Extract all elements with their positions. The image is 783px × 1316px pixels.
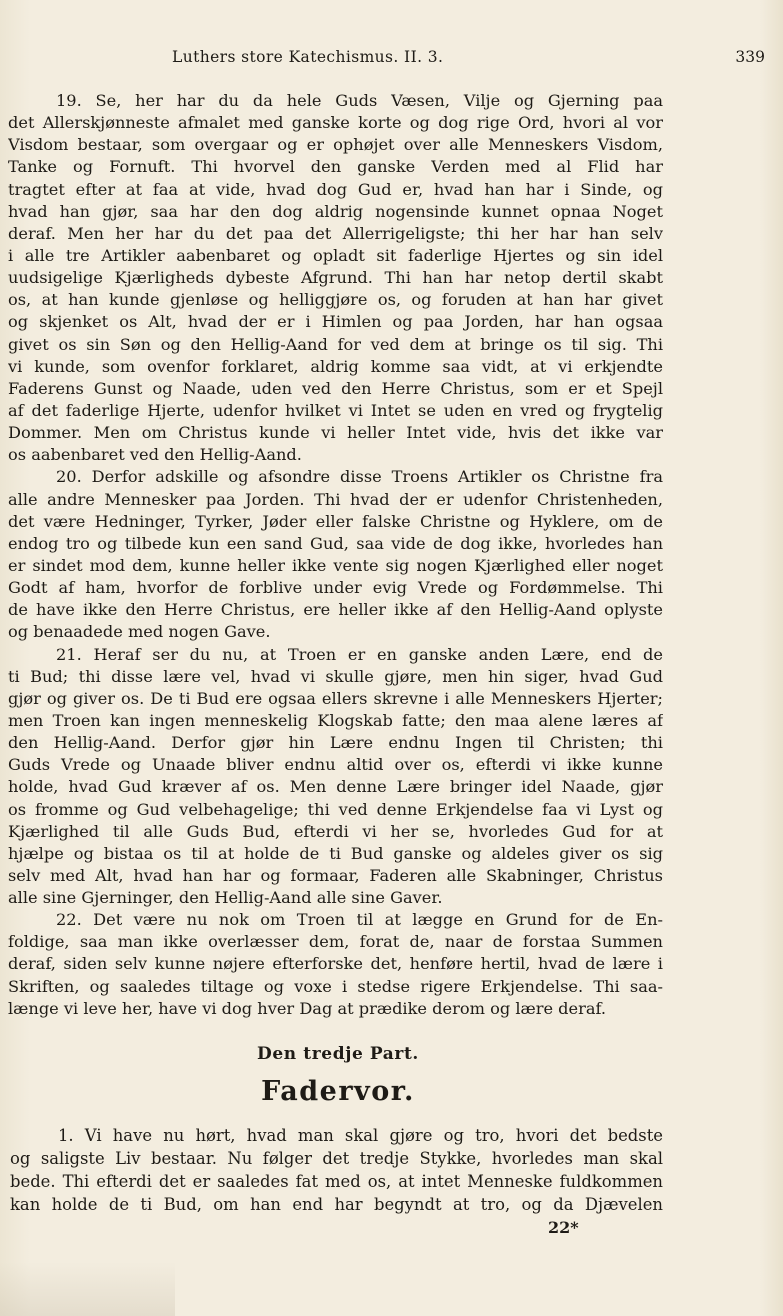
text-line: 21. Heraf ser du nu, at Troen er en ganske anden Lære, end de <box>56 644 663 664</box>
text-line: hjælpe og bistaa os til at holde de ti Bud ganske og aldeles giver os sig <box>8 843 663 863</box>
body-text-part-two <box>8 90 663 1020</box>
text-line: hvad han gjør, saa har den dog aldrig nogensinde kunnet opnaa Noget <box>8 201 663 221</box>
page-number: 339 <box>735 48 765 66</box>
text-line: Faderens Gunst og Naade, uden ved den Herre Christus, som er et Spejl <box>8 378 663 398</box>
text-line: er sindet mod dem, kunne heller ikke vente sig nogen Kjærlighed eller noget <box>8 555 663 575</box>
text-line: Visdom bestaar, som overgaar og er ophøjet over alle Menneskers Visdom, <box>8 135 663 155</box>
text-line: deraf. Men her har du det paa det Allerrigeligste; thi her har han selv <box>8 223 663 243</box>
text-line: de have ikke den Herre Christus, ere heller ikke af den Hellig-Aand oplyste <box>8 600 663 620</box>
text-line: Kjærlighed til alle Guds Bud, efterdi vi her se, hvorledes Gud for at <box>8 821 663 841</box>
text-line: den Hellig-Aand. Derfor gjør hin Lære endnu Ingen til Christen; thi <box>8 733 663 753</box>
text-line: Tanke og Fornuft. Thi hvorvel den ganske Verden med al Flid har <box>8 157 663 177</box>
text-line: Skriften, og saaledes tiltage og voxe i stedse rigere Erkjendelse. Thi saa- <box>8 976 663 996</box>
page-shadow <box>0 1262 175 1316</box>
text-line: endog tro og tilbede kun een sand Gud, saa vide de dog ikke, hvorledes han <box>8 533 663 553</box>
running-title: Luthers store Katechismus. II. 3. <box>172 48 444 66</box>
text-line: uudsigelige Kjærligheds dybeste Afgrund. Thi han har netop dertil skabt <box>8 268 663 288</box>
text-line: Godt af ham, hvorfor de forblive under evig Vrede og Fordømmelse. Thi <box>8 578 663 598</box>
text-line: holde, hvad Gud kræver af os. Men denne Lære bringer idel Naade, gjør <box>8 777 663 797</box>
text-line: Guds Vrede og Unaade bliver endnu altid over os, efterdi vi ikke kunne <box>8 755 663 775</box>
text-line: tragtet efter at faa at vide, hvad dog Gud er, hvad han har i Sinde, og <box>8 179 663 199</box>
text-line: længe vi leve her, have vi dog hver Dag at prædike derom og lære deraf. <box>8 998 607 1018</box>
text-line: Dommer. Men om Christus kunde vi heller Intet vide, hvis det ikke var <box>8 423 663 443</box>
text-line: og skjenket os Alt, hvad der er i Himlen og paa Jorden, har han ogsaa <box>8 312 663 332</box>
text-line: 1. Vi have nu hørt, hvad man skal gjøre og tro, hvori det bedste <box>58 1126 663 1145</box>
section-title: Fadervor. <box>261 1076 415 1107</box>
text-line: alle andre Mennesker paa Jorden. Thi hvad der er udenfor Christenheden, <box>8 489 663 509</box>
text-line: det være Hedninger, Tyrker, Jøder eller falske Christne og Hyklere, om de <box>8 511 663 531</box>
text-line: gjør og giver os. De ti Bud ere ogsaa ellers skrevne i alle Menneskers Hjerter; <box>8 688 663 708</box>
text-line: 20. Derfor adskille og afsondre disse Troens Artikler os Christne fra <box>56 467 663 487</box>
text-line: alle sine Gjerninger, den Hellig-Aand alle sine Gaver. <box>8 888 443 908</box>
text-line: foldige, saa man ikke overlæsser dem, forat de, naar de forstaa Summen <box>8 932 663 952</box>
text-line: af det faderlige Hjerte, udenfor hvilket vi Intet se uden en vred og frygtelig <box>8 400 663 420</box>
text-line: det Allerskjønneste afmalet med ganske korte og dog rige Ord, hvori al vor <box>8 113 663 133</box>
text-line: selv med Alt, hvad han har og formaar, Faderen alle Skabninger, Christus <box>8 865 663 885</box>
text-line: men Troen kan ingen menneskelig Klogskab fatte; den maa alene læres af <box>8 710 663 730</box>
text-line: og saligste Liv bestaar. Nu følger det tredje Stykke, hvorledes man skal <box>10 1149 663 1168</box>
text-line: givet os sin Søn og den Hellig-Aand for ved dem at bringe os til sig. Thi <box>8 334 663 354</box>
text-line: os aabenbaret ved den Hellig-Aand. <box>8 445 302 465</box>
text-line: i alle tre Artikler aabenbaret og opladt sit faderlige Hjertes og sin idel <box>8 245 663 265</box>
text-line: kan holde de ti Bud, om han end har begyndt at tro, og da Djævelen <box>10 1195 663 1214</box>
section-subtitle: Den tredje Part. <box>257 1044 419 1064</box>
text-line: 19. Se, her har du da hele Guds Væsen, Vilje og Gjerning paa <box>56 91 663 110</box>
text-line: ti Bud; thi disse lære vel, hvad vi skulle gjøre, men hin siger, hvad Gud <box>8 666 663 686</box>
page-header <box>0 48 783 72</box>
text-line: vi kunde, som ovenfor forklaret, aldrig komme saa vidt, at vi erkjendte <box>8 356 663 376</box>
text-line: deraf, siden selv kunne nøjere efterforske det, henføre hertil, hvad de lære i <box>8 954 663 974</box>
text-line: og benaadede med nogen Gave. <box>8 622 271 642</box>
text-line: 22. Det være nu nok om Troen til at lægge en Grund for de En- <box>56 910 663 930</box>
text-line: bede. Thi efterdi det er saaledes fat med os, at intet Menneske fuldkommen <box>10 1172 663 1191</box>
signature-mark: 22* <box>548 1218 579 1237</box>
body-text-part-three <box>10 1124 663 1216</box>
text-line: os, at han kunde gjenløse og helliggjøre os, og foruden at han har givet <box>8 290 663 310</box>
text-line: os fromme og Gud velbehagelige; thi ved denne Erkjendelse faa vi Lyst og <box>8 799 663 819</box>
